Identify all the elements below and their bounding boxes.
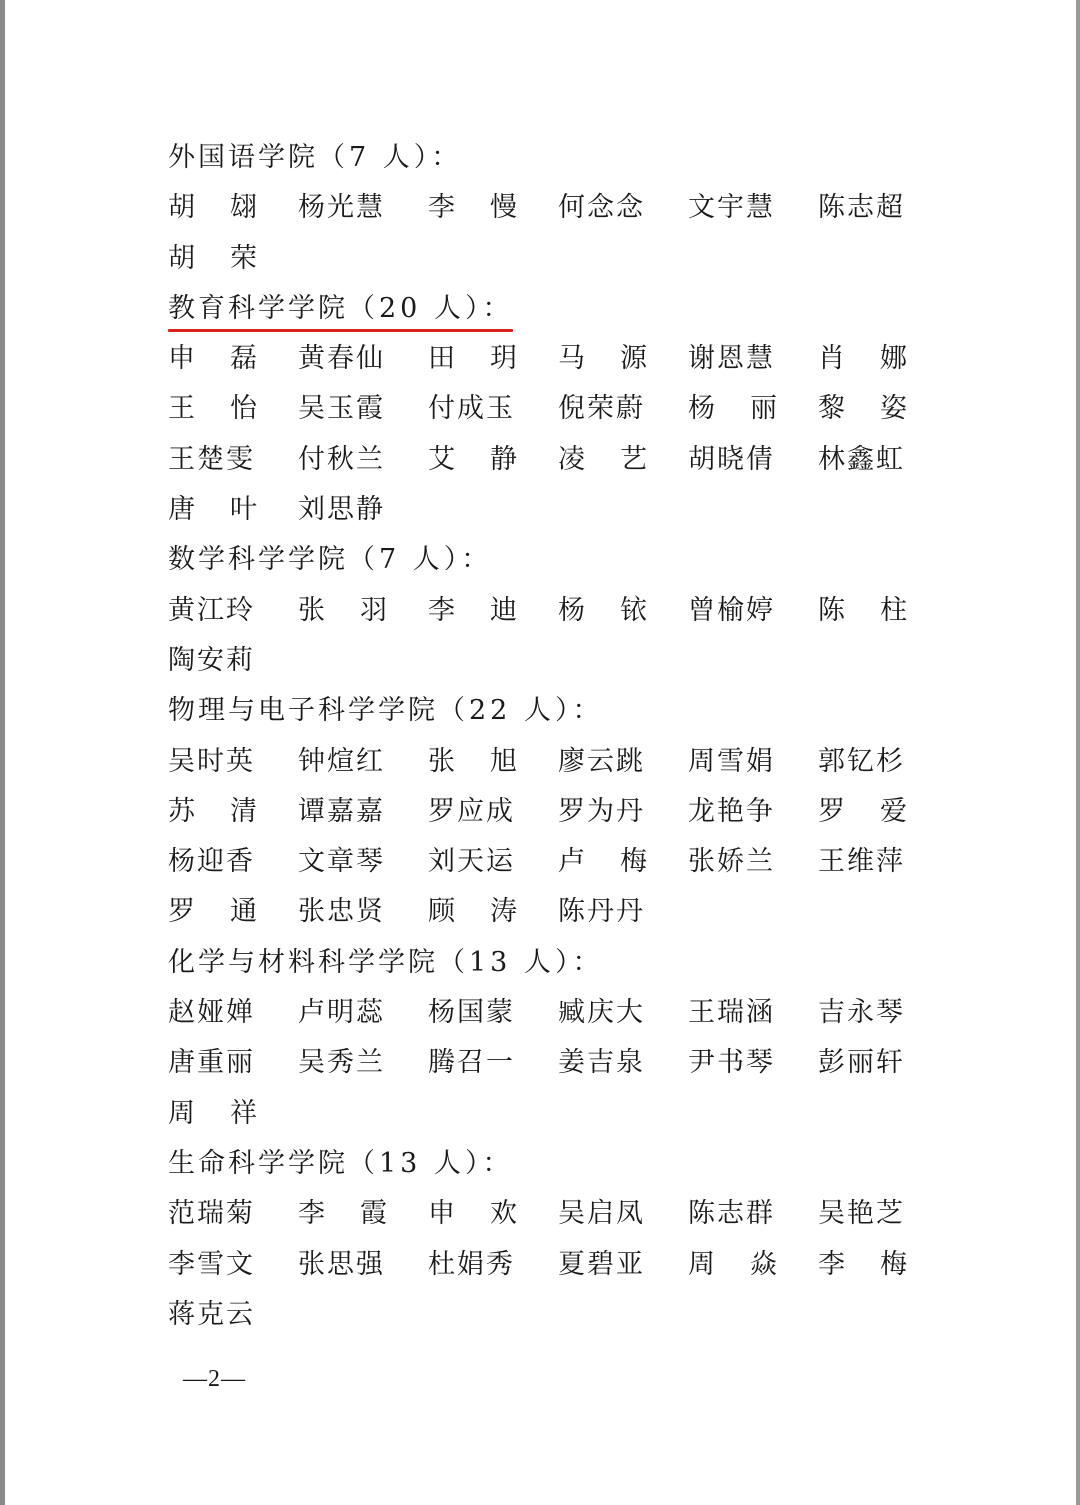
person-name: 郭钇杉 [818, 745, 905, 777]
person-name: 凌 艺 [558, 443, 649, 475]
department-name: 教育科学学院 [168, 292, 348, 324]
person-name: 吉永琴 [818, 997, 905, 1029]
person-name: 张思强 [298, 1248, 385, 1280]
person-name: 范瑞菊 [168, 1198, 255, 1230]
person-name: 杨 丽 [688, 393, 779, 425]
name-row [168, 435, 928, 485]
person-name: 吴秀兰 [298, 1047, 385, 1079]
person-name: 王瑞涵 [688, 997, 775, 1029]
person-name: 李 霞 [298, 1198, 389, 1230]
person-name: 王维萍 [818, 846, 905, 878]
highlighted-heading-underline [168, 284, 513, 334]
person-name: 李 梅 [818, 1248, 909, 1280]
name-row [168, 988, 928, 1038]
person-name: 马 源 [558, 343, 649, 375]
person-name: 刘思静 [298, 494, 385, 526]
heading-text [168, 1148, 513, 1179]
person-name: 龙艳争 [688, 795, 775, 827]
person-name: 尹书琴 [688, 1047, 775, 1079]
person-name: 文宇慧 [688, 192, 775, 224]
person-name: 罗 通 [168, 896, 259, 928]
person-name: 苏 清 [168, 795, 259, 827]
department-count: （13 人）： [438, 946, 604, 978]
person-name: 姜吉泉 [558, 1047, 645, 1079]
name-row [168, 1290, 928, 1340]
person-name: 陈志超 [818, 192, 905, 224]
department-count: （7 人）： [348, 544, 493, 576]
person-name: 周 祥 [168, 1097, 259, 1129]
person-name: 谭嘉嘉 [298, 795, 385, 827]
person-name: 唐 叶 [168, 494, 259, 526]
person-name: 腾召一 [428, 1047, 515, 1079]
person-name: 杨国蒙 [428, 997, 515, 1029]
heading-text [168, 695, 603, 726]
name-row [168, 787, 928, 837]
person-name: 肖 娜 [818, 343, 909, 375]
name-row [168, 1240, 928, 1290]
department-name: 化学与材料科学学院 [168, 946, 438, 978]
person-name: 罗应成 [428, 795, 515, 827]
person-name: 倪荣蔚 [558, 393, 645, 425]
person-name: 申 磊 [168, 343, 259, 375]
person-name: 黄春仙 [298, 343, 385, 375]
department-count: （7 人）： [318, 142, 463, 173]
name-row [168, 837, 928, 887]
name-row [168, 1189, 928, 1239]
person-name: 周雪娟 [688, 745, 775, 777]
name-row [168, 334, 928, 384]
person-name: 顾 涛 [428, 896, 519, 928]
person-name: 吴时英 [168, 745, 255, 777]
person-name: 田 玥 [428, 343, 519, 375]
department-name: 数学科学学院 [168, 544, 348, 576]
person-name: 李 慢 [428, 192, 519, 224]
person-name: 夏碧亚 [558, 1248, 645, 1280]
department-heading [168, 535, 928, 585]
name-row [168, 384, 928, 434]
department-name: 生命科学学院 [168, 1147, 348, 1179]
person-name: 赵娅婵 [168, 997, 255, 1029]
person-name: 彭丽轩 [818, 1047, 905, 1079]
person-name: 吴启凤 [558, 1198, 645, 1230]
name-row [168, 485, 928, 535]
name-row [168, 1089, 928, 1139]
department-count: （22 人）： [438, 695, 604, 727]
person-name: 刘天运 [428, 846, 515, 878]
person-name: 李 迪 [428, 594, 519, 626]
page-left-edge [0, 0, 5, 1505]
department-heading [168, 686, 928, 736]
department-section [168, 938, 928, 1139]
page-right-edge [1076, 0, 1080, 1505]
person-name: 钟煊红 [298, 745, 385, 777]
name-row [168, 234, 928, 284]
person-name: 张 旭 [428, 745, 519, 777]
person-name: 黎 姿 [818, 393, 909, 425]
department-heading [168, 133, 928, 183]
department-name: 外国语学院 [168, 142, 318, 173]
person-name: 罗 爱 [818, 795, 909, 827]
person-name: 杨光慧 [298, 192, 385, 224]
heading-text [168, 544, 492, 575]
person-name: 张 羽 [298, 594, 389, 626]
document-body [168, 133, 928, 1340]
person-name: 蒋克云 [168, 1298, 255, 1330]
person-name: 艾 静 [428, 443, 519, 475]
person-name: 谢恩慧 [688, 343, 775, 375]
person-name: 王楚雯 [168, 443, 255, 475]
person-name: 付成玉 [428, 393, 515, 425]
person-name: 文章琴 [298, 846, 385, 878]
person-name: 吴玉霞 [298, 393, 385, 425]
person-name: 张忠贤 [298, 896, 385, 928]
department-name: 物理与电子科学学院 [168, 695, 438, 727]
name-row [168, 887, 928, 937]
person-name: 陈丹丹 [558, 896, 645, 928]
person-name: 曾榆婷 [688, 594, 775, 626]
person-name: 罗为丹 [558, 795, 645, 827]
department-section [168, 1139, 928, 1340]
department-section [168, 686, 928, 937]
heading-text [168, 947, 603, 978]
department-heading [168, 938, 928, 988]
person-name: 林鑫虹 [818, 443, 905, 475]
heading-text [168, 142, 462, 173]
department-count: （13 人）： [348, 1147, 514, 1179]
name-row [168, 737, 928, 787]
person-name: 卢 梅 [558, 846, 649, 878]
person-name: 廖云跳 [558, 745, 645, 777]
person-name: 臧庆大 [558, 997, 645, 1029]
name-row [168, 1038, 928, 1088]
name-row [168, 636, 928, 686]
person-name: 陈 柱 [818, 594, 909, 626]
person-name: 胡晓倩 [688, 443, 775, 475]
person-name: 杨迎香 [168, 846, 255, 878]
department-section [168, 284, 928, 535]
person-name: 周 焱 [688, 1248, 779, 1280]
page-number: —2— [183, 1366, 246, 1392]
person-name: 胡 翃 [168, 192, 259, 224]
person-name: 唐重丽 [168, 1047, 255, 1079]
department-heading [168, 1139, 928, 1189]
person-name: 陶安莉 [168, 644, 255, 676]
person-name: 杨 铱 [558, 594, 649, 626]
person-name: 吴艳芝 [818, 1198, 905, 1230]
person-name: 陈志群 [688, 1198, 775, 1230]
person-name: 卢明蕊 [298, 997, 385, 1029]
person-name: 黄江玲 [168, 594, 255, 626]
person-name: 何念念 [558, 192, 645, 224]
department-heading [168, 284, 928, 334]
department-section [168, 535, 928, 686]
person-name: 胡 荣 [168, 242, 259, 274]
person-name: 王 怡 [168, 393, 259, 425]
name-row [168, 586, 928, 636]
person-name: 杜娟秀 [428, 1248, 515, 1280]
person-name: 付秋兰 [298, 443, 385, 475]
name-row [168, 183, 928, 233]
person-name: 张娇兰 [688, 846, 775, 878]
department-section [168, 133, 928, 284]
person-name: 申 欢 [428, 1198, 519, 1230]
person-name: 李雪文 [168, 1248, 255, 1280]
department-count: （20 人）： [348, 292, 514, 324]
